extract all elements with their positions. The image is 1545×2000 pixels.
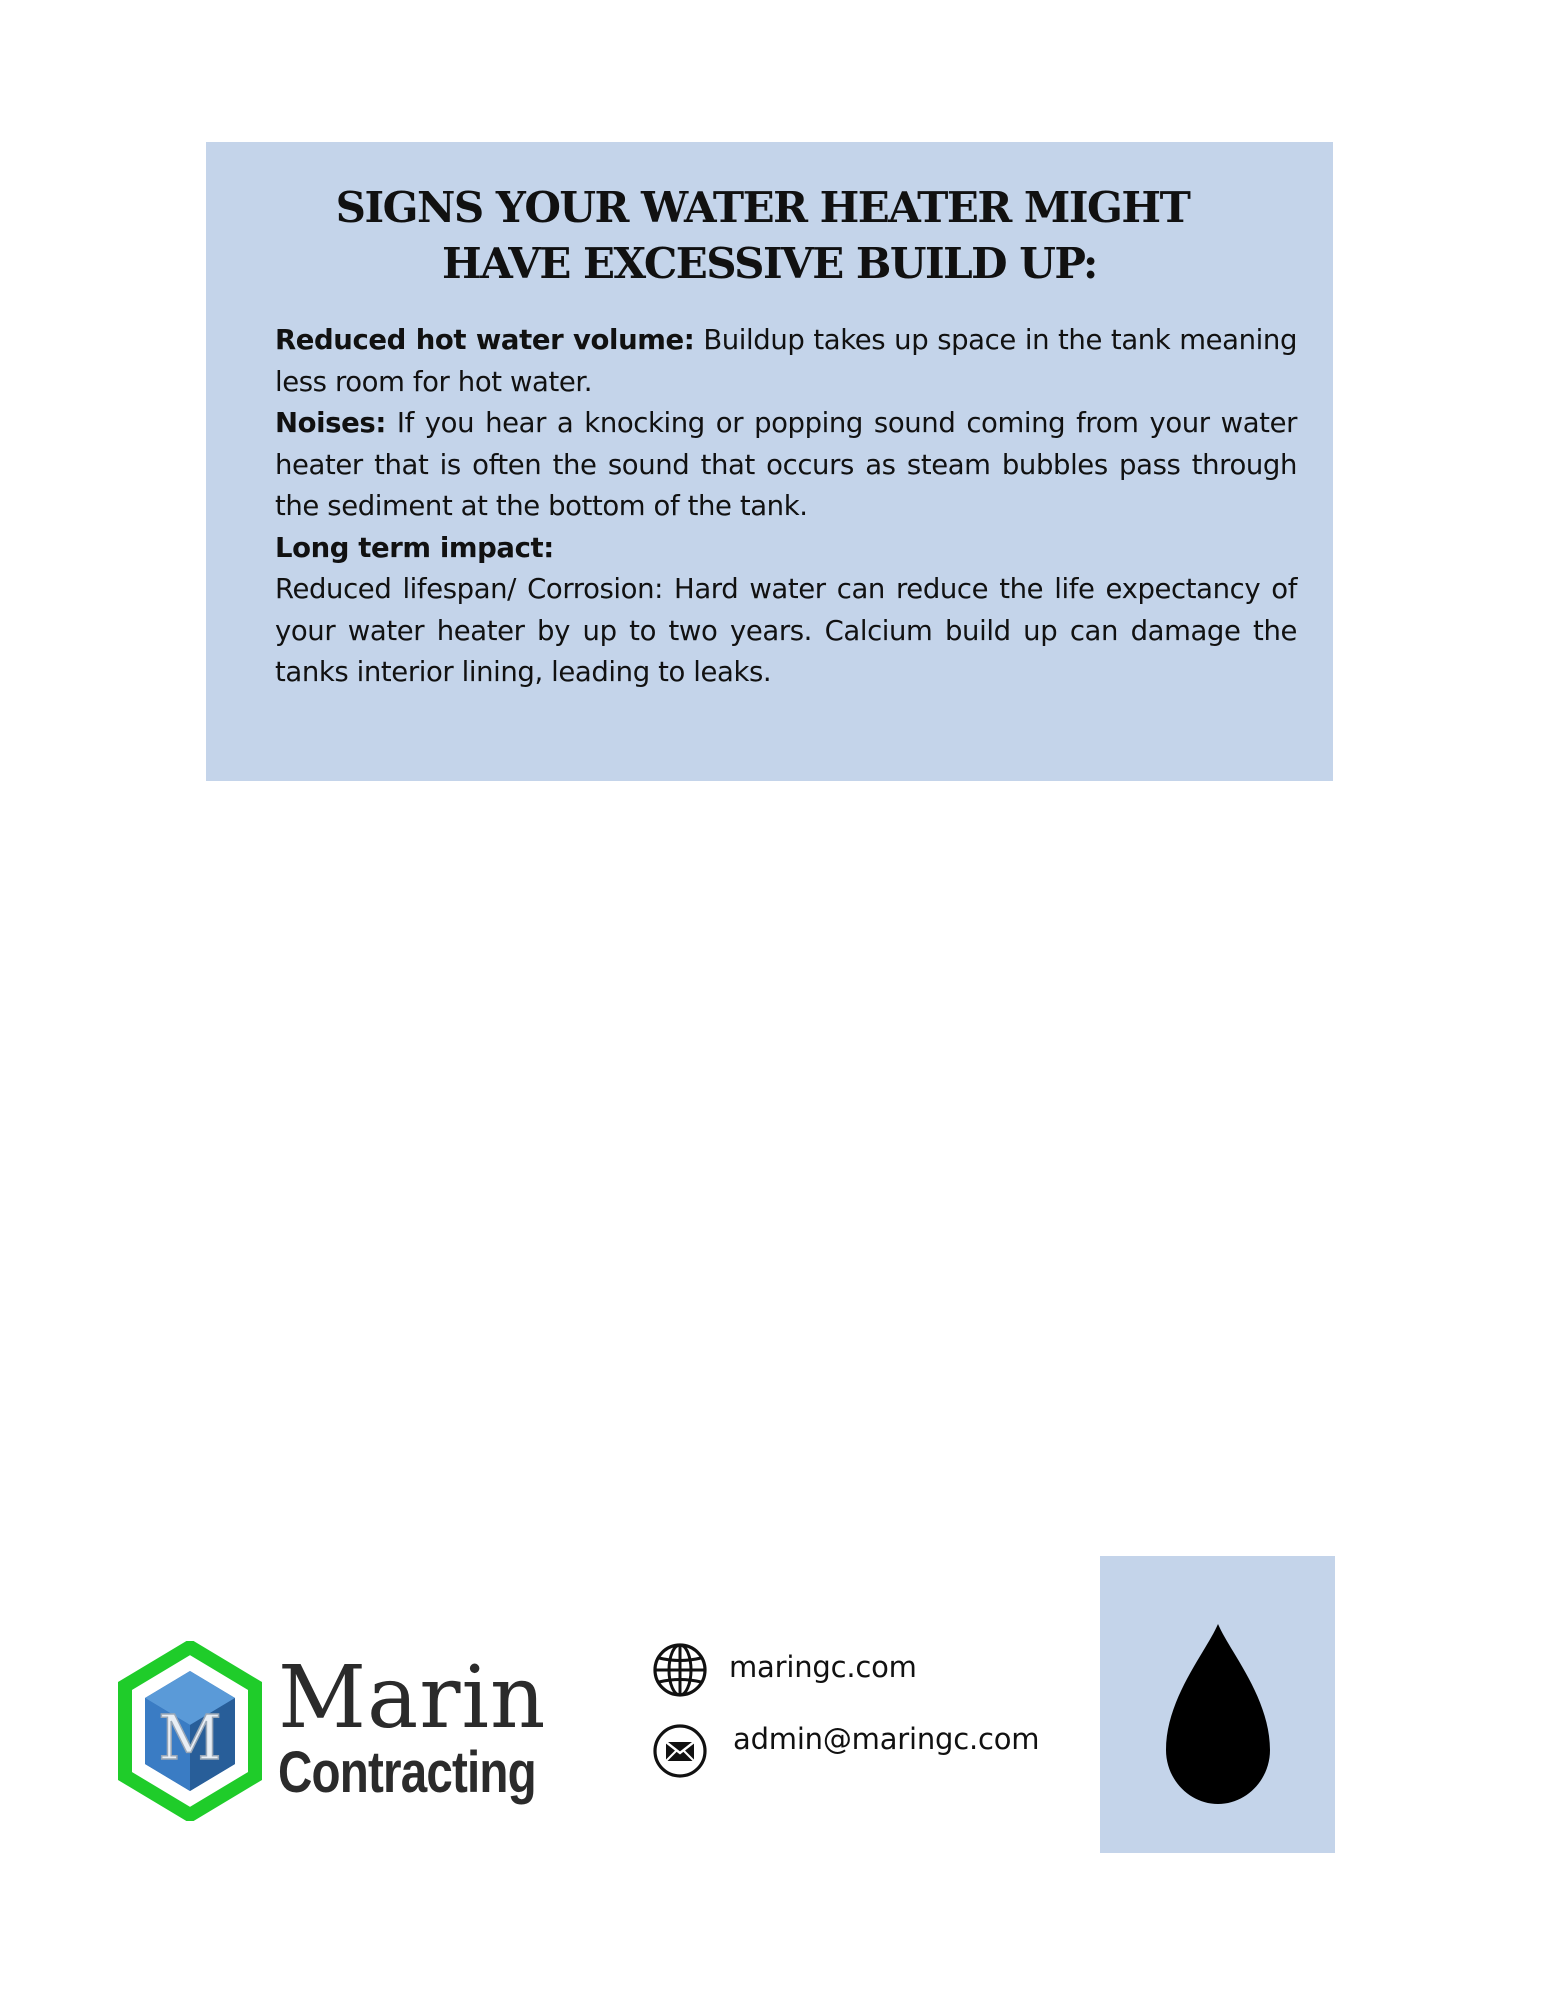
globe-icon — [651, 1641, 709, 1699]
page-title — [206, 180, 1333, 292]
contact-website[interactable] — [651, 1641, 917, 1699]
sign-text: If you hear a knocking or popping sound coming from your water heater that is often the sound that occurs as steam bubbles pass through the sediment at the bottom of the tank. — [275, 407, 1297, 522]
water-drop-icon — [1164, 1624, 1272, 1804]
website-link[interactable]: maringc.com — [729, 1650, 917, 1684]
info-panel — [206, 142, 1333, 781]
sign-label: Reduced hot water volume: — [275, 324, 695, 356]
contact-email[interactable] — [651, 1722, 1039, 1780]
sign-noises — [275, 403, 1297, 528]
hexagon-logo-icon — [115, 1641, 265, 1821]
sign-long-term — [275, 528, 1297, 570]
brand-name: Marin — [278, 1648, 547, 1748]
brand-subtitle: Contracting — [278, 1740, 536, 1805]
sign-reduced-volume — [275, 320, 1297, 403]
logo-letter: M — [158, 1701, 222, 1774]
sign-label: Noises: — [275, 407, 386, 439]
impact-text: Reduced lifespan/ Corrosion: Hard water can reduce the life expectancy of your water heater by up to two years. Calcium build up can damage the tanks interior lining, leading to leaks. — [275, 573, 1297, 688]
sign-text: Buildup takes up space in the tank meaning less room for hot water. — [275, 324, 1297, 398]
title-line-1: SIGNS YOUR WATER HEATER MIGHT — [335, 183, 1190, 232]
title-line-2: HAVE EXCESSIVE BUILD UP: — [442, 239, 1097, 288]
email-link[interactable]: admin@maringc.com — [733, 1722, 1040, 1756]
info-body — [275, 320, 1297, 694]
envelope-icon — [651, 1722, 709, 1780]
water-drop-card — [1100, 1556, 1335, 1853]
sign-label: Long term impact: — [275, 531, 554, 564]
